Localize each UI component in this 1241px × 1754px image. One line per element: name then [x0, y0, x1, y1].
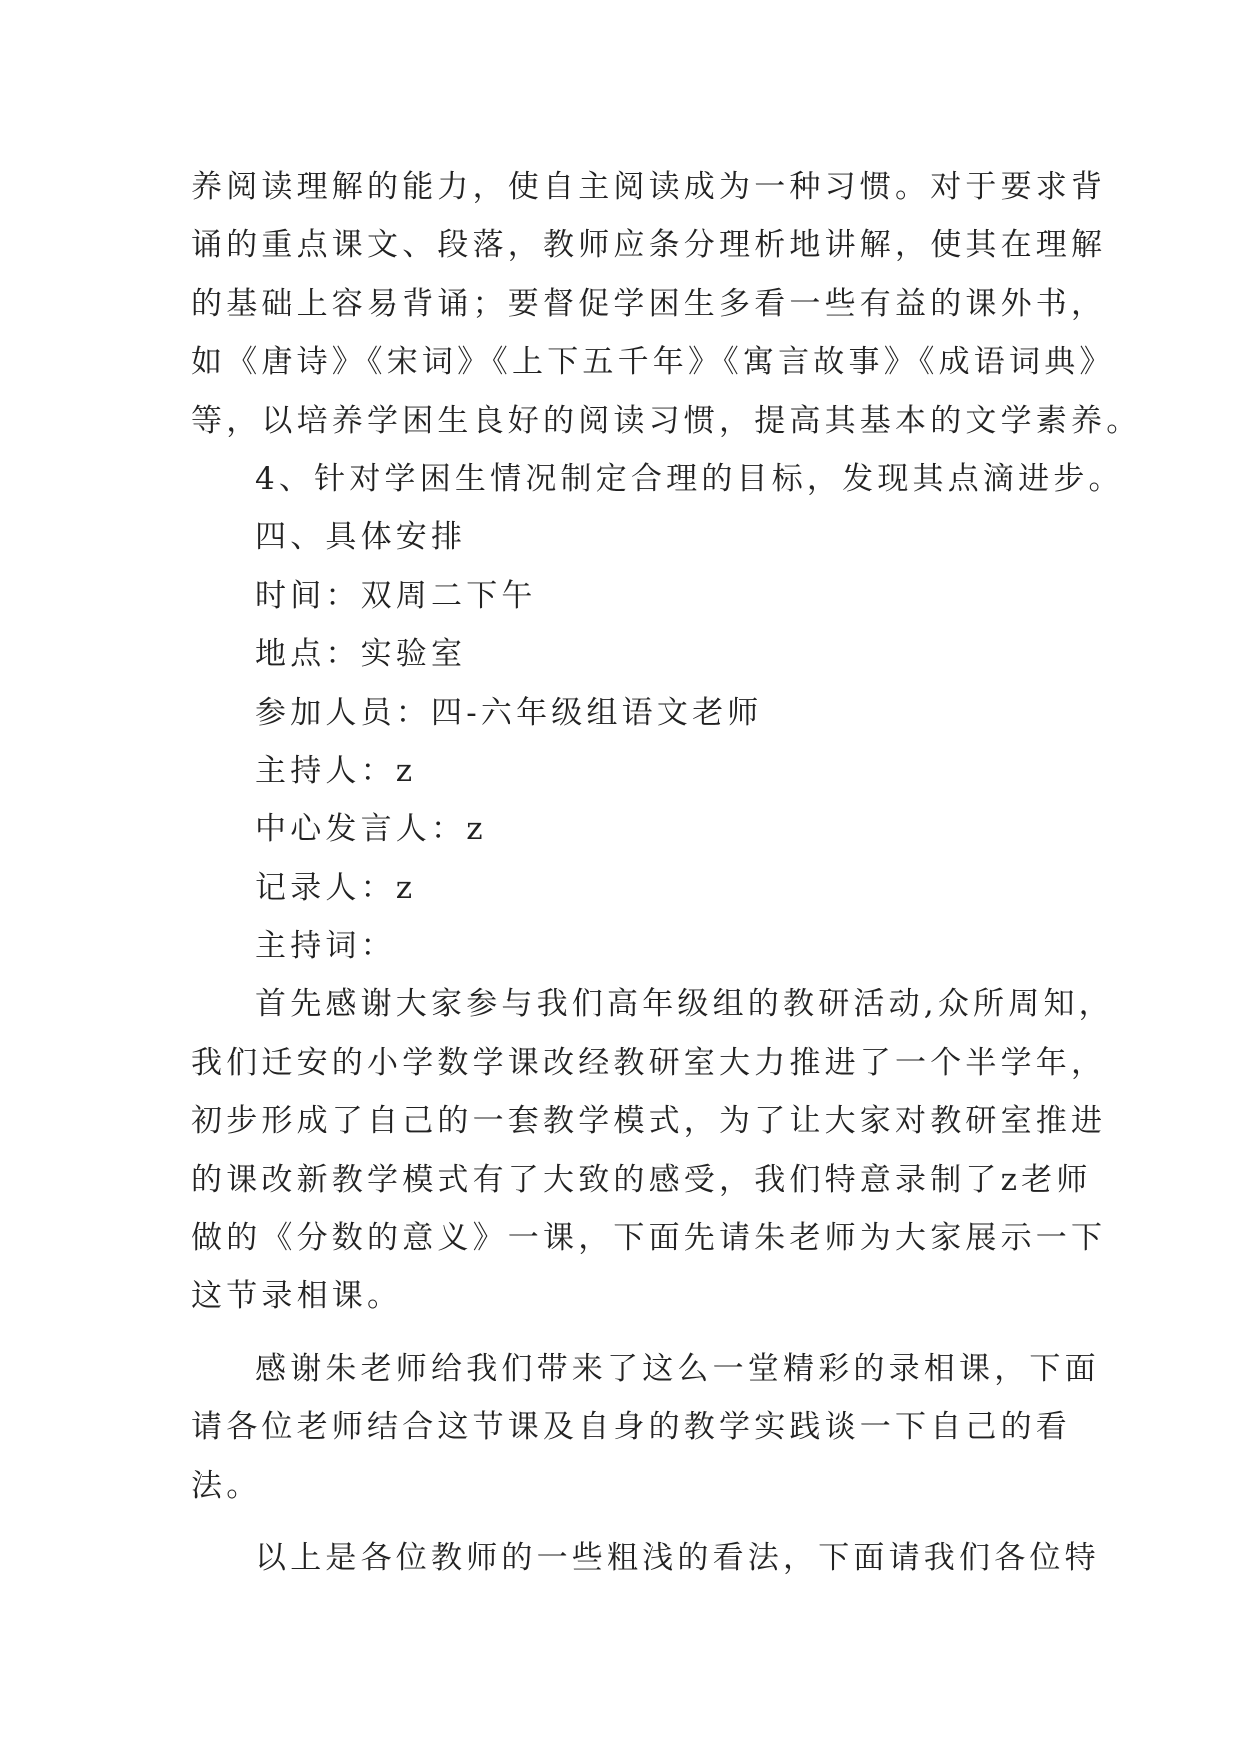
document-body: [191, 158, 1142, 1587]
schedule-host: 主持人：z: [255, 752, 417, 789]
text-line: 首先感谢大家参与我们高年级组的教研活动,众所周知，: [255, 986, 1114, 1023]
text-line: 的基础上容易背诵；要督促学困生多看一些有益的课外书，: [191, 285, 1107, 322]
schedule-participants: 参加人员：四-六年级组语文老师: [255, 694, 763, 731]
paragraph-gap: [191, 1515, 1071, 1529]
text-line: 请各位老师结合这节课及自身的教学实践谈一下自己的看: [191, 1409, 1071, 1446]
text-line: 等，以培养学困生良好的阅读习惯，提高其基本的文学素养。: [191, 402, 1142, 439]
text-line: 以上是各位教师的一些粗浅的看法，下面请我们各位特: [255, 1539, 1100, 1576]
text-line: 这节录相课。: [191, 1278, 403, 1315]
host-speech-heading: 主持词：: [255, 928, 396, 965]
text-line: 养阅读理解的能力，使自主阅读成为一种习惯。对于要求背: [191, 169, 1107, 205]
schedule-time: 时间：双周二下午: [255, 577, 537, 614]
schedule-speaker: 中心发言人：z: [255, 811, 487, 848]
schedule-location: 地点：实验室: [255, 636, 467, 673]
text-line: 初步形成了自己的一套教学模式，为了让大家对教研室推进: [191, 1103, 1107, 1140]
text-line: 感谢朱老师给我们带来了这么一堂精彩的录相课，下面: [255, 1350, 1100, 1387]
text-line: 法。: [191, 1467, 262, 1504]
text-line: 的课改新教学模式有了大致的感受，我们特意录制了z老师: [191, 1161, 1092, 1198]
section-heading: 四、具体安排: [255, 519, 467, 556]
text-line: 如《唐诗》《宋词》《上下五千年》《寓言故事》《成语词典》: [191, 344, 1115, 381]
text-line: 诵的重点课文、段落，教师应条分理析地讲解，使其在理解: [191, 227, 1107, 264]
text-line: 我们迁安的小学数学课改经教研室大力推进了一个半学年，: [191, 1044, 1107, 1081]
text-line: 4、针对学困生情况制定合理的目标，发现其点滴进步。: [255, 460, 1124, 497]
paragraph-gap: [191, 1326, 1071, 1340]
schedule-recorder: 记录人：z: [255, 869, 417, 906]
text-line: 做的《分数的意义》一课，下面先请朱老师为大家展示一下: [191, 1220, 1107, 1257]
